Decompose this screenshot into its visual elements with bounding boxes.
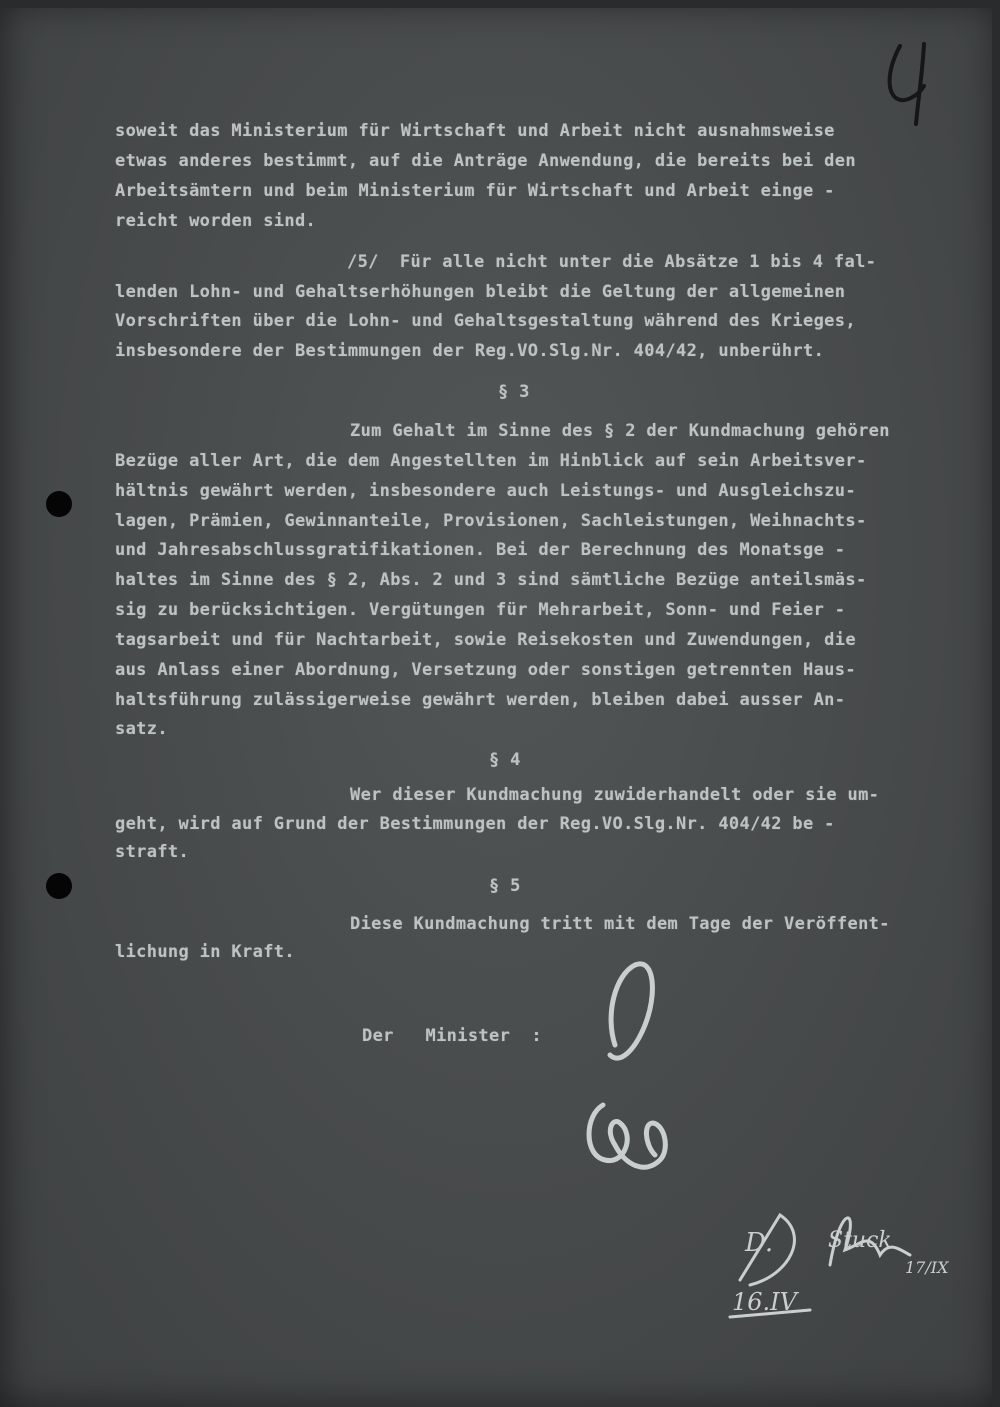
note-date-top: 17/IX xyxy=(905,1258,949,1277)
text-line: geht, wird auf Grund der Bestimmungen der Reg.VO.Slg.Nr. 404/42 be - xyxy=(115,814,835,834)
text-line: straft. xyxy=(115,842,190,862)
text-line: und Jahresabschlussgratifikationen. Bei der Berechnung des Monatsge - xyxy=(115,540,846,560)
text-line: satz. xyxy=(115,719,168,739)
text-line: aus Anlass einer Abordnung, Versetzung oder sonstigen getrennten Haus- xyxy=(115,660,856,680)
page-number xyxy=(900,60,901,61)
text-line: Diese Kundmachung tritt mit dem Tage der Veröffent- xyxy=(350,914,890,934)
text-line: reicht worden sind. xyxy=(115,211,317,231)
text-line: sig zu berücksichtigen. Vergütungen für Mehrarbeit, Sonn- und Feier - xyxy=(115,600,846,620)
text-line: haltes im Sinne des § 2, Abs. 2 und 3 sind sämtliche Bezüge anteilsmäs- xyxy=(115,570,867,590)
note-date-bottom: 16.IV xyxy=(732,1288,797,1316)
text-line: Wer dieser Kundmachung zuwiderhandelt oder sie um- xyxy=(350,785,880,805)
text-line: Zum Gehalt im Sinne des § 2 der Kundmachung gehören xyxy=(350,421,890,441)
text-line: Arbeitsämtern und beim Ministerium für Wirtschaft und Arbeit einge - xyxy=(115,181,835,201)
punch-hole-bottom xyxy=(46,873,72,899)
text-line: tagsarbeit und für Nachtarbeit, sowie Reisekosten und Zuwendungen, die xyxy=(115,630,856,650)
page-edge-right xyxy=(992,0,1000,1407)
text-line: Vorschriften über die Lohn- und Gehaltsgestaltung während des Krieges, xyxy=(115,311,856,331)
minister-signature-label: Der Minister : xyxy=(362,1026,542,1046)
text-line: hältnis gewährt werden, insbesondere auch Leistungs- und Ausgleichszu- xyxy=(115,481,856,501)
page-number-mark xyxy=(878,38,938,128)
minister-signature xyxy=(575,955,685,1190)
text-line: haltsführung zulässigerweise gewährt werden, bleiben dabei ausser An- xyxy=(115,690,846,710)
text-line: etwas anderes bestimmt, auf die Anträge Anwendung, die bereits bei den xyxy=(115,151,856,171)
punch-hole-top xyxy=(46,491,72,517)
text-line: insbesondere der Bestimmungen der Reg.VO.Slg.Nr. 404/42, unberührt. xyxy=(115,341,825,361)
section-heading: § 3 xyxy=(498,382,530,402)
text-line: lenden Lohn- und Gehaltserhöhungen bleibt die Geltung der allgemeinen xyxy=(115,282,846,302)
note-name: Stuck xyxy=(828,1228,892,1253)
section-heading: § 5 xyxy=(489,876,521,896)
section-heading: § 4 xyxy=(489,750,521,770)
page-edge-top xyxy=(0,0,1000,8)
text-line: lichung in Kraft. xyxy=(115,942,295,962)
text-line: Bezüge aller Art, die dem Angestellten im Hinblick auf sein Arbeitsver- xyxy=(115,451,867,471)
text-line: /5/ Für alle nicht unter die Absätze 1 bis 4 fal- xyxy=(347,252,877,272)
text-line: lagen, Prämien, Gewinnanteile, Provisionen, Sachleistungen, Weihnachts- xyxy=(115,511,867,531)
text-line: soweit das Ministerium für Wirtschaft und Arbeit nicht ausnahmsweise xyxy=(115,121,835,141)
note-initial: D. xyxy=(745,1228,774,1258)
